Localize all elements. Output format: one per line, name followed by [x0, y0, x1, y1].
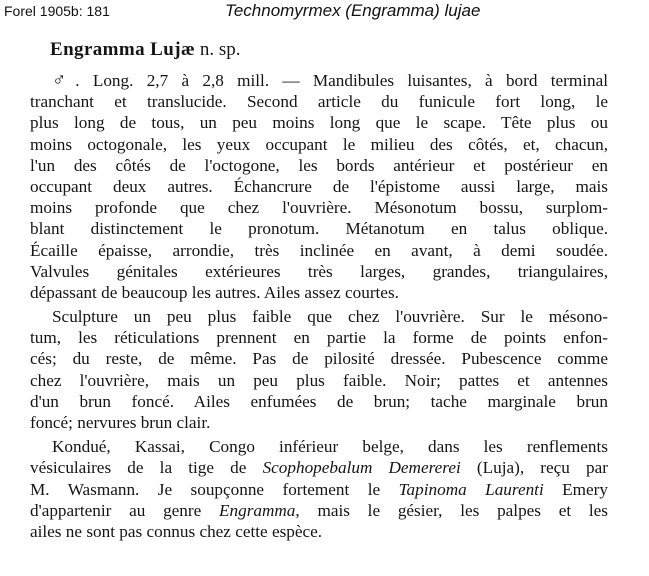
text-segment: (Luja), reçu par	[460, 458, 608, 478]
species-status: n. sp.	[199, 39, 241, 60]
plant-taxon-name: Scophopebalum Demererei	[262, 458, 461, 478]
ant-taxon-name: Tapinoma Laurenti	[398, 479, 544, 499]
text-line: d'un brun foncé. Ailes enfumées de brun; tache marginale brun	[30, 391, 608, 411]
text-line: Kondué, Kassai, Congo inférieur belge, dans les renflements	[52, 437, 608, 457]
text-line: l'un des côtés de l'octogone, les bords antérieur et postérieur en	[30, 155, 608, 175]
text-line: foncé; nervures brun clair.	[30, 413, 211, 432]
text-segment: Emery	[543, 479, 608, 499]
text-line-content: . Long. 2,7 à 2,8 mill. — Mandibules luisantes, à bord terminal	[75, 71, 609, 90]
genus-name: Engramma	[219, 500, 296, 520]
taxon-header: Technomyrmex (Engramma) lujae	[225, 1, 481, 20]
text-line: occupant deux autres. Échancrure de l'épistome aussi large, mais	[30, 176, 608, 196]
text-line: moins octogonale, les yeux occupant le milieu des côtés, et, chacun,	[30, 134, 608, 154]
text-line: ailes ne sont pas connus chez cette espèce.	[30, 521, 323, 541]
text-line	[30, 479, 608, 500]
text-line: blant distinctement le pronotum. Métanotum en talus oblique.	[30, 219, 608, 239]
male-symbol-icon: ♂	[52, 70, 76, 91]
text-line: Valvules génitales extérieures très larges, grandes, triangulaires,	[30, 261, 608, 281]
paragraph-male-description	[30, 70, 608, 303]
paragraph-locality	[30, 436, 608, 542]
text-line	[30, 70, 608, 91]
text-line: cés; du reste, de même. Pas de pilosité dressée. Pubescence comme	[30, 349, 608, 369]
text-line	[30, 457, 608, 478]
text-line: dépassant de beaucoup les autres. Ailes assez courtes.	[30, 282, 399, 302]
citation-header: Forel 1905b: 181	[4, 3, 110, 19]
text-line: chez l'ouvrière, mais un peu plus faible. Noir; pattes et antennes	[30, 370, 608, 390]
text-segment: , mais le gésier, les palpes et les	[295, 500, 608, 520]
species-name: Engramma Lujæ	[50, 39, 196, 60]
text-segment: d'appartenir au genre	[30, 500, 220, 520]
species-description	[30, 38, 608, 545]
text-line: Écaille épaisse, arrondie, très inclinée en avant, à demi soudée.	[30, 240, 608, 260]
text-line: tranchant et translucide. Second article du funicule fort long, le	[30, 92, 608, 112]
text-line	[30, 500, 608, 521]
paragraph-sculpture	[30, 306, 608, 433]
species-title	[50, 38, 608, 62]
text-line: Sculpture un peu plus faible que chez l'ouvrière. Sur le mésono-	[52, 307, 608, 327]
text-line: moins profonde que chez l'ouvrière. Mésonotum bossu, surplom-	[30, 198, 608, 218]
text-segment: M. Wasmann. Je soupçonne fortement le	[30, 479, 399, 499]
text-segment: vésiculaires de la tige de	[30, 458, 263, 478]
text-line: tum, les réticulations prennent en partie la forme de points enfon-	[30, 328, 608, 348]
text-line: plus long de tous, un peu moins long que le scape. Tête plus ou	[30, 113, 608, 133]
